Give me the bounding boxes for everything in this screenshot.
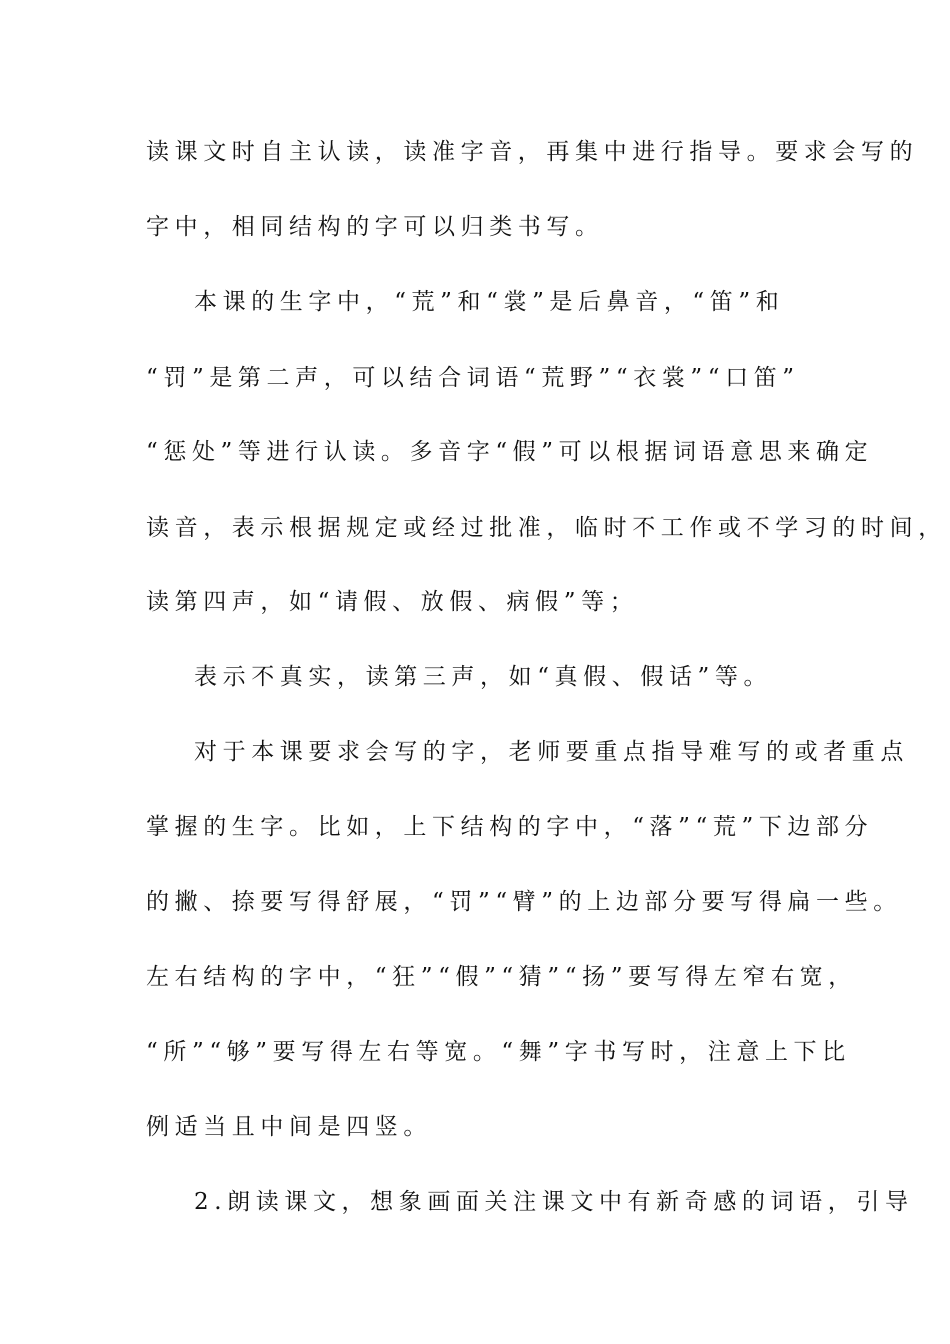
text-line: 对于本课要求会写的字，老师要重点指导难写的或者重点 (194, 739, 909, 765)
text-line: 掌握的生字。比如，上下结构的字中，“落”“荒”下边部分 (146, 814, 874, 840)
text-line: 表示不真实，读第三声，如“真假、假话”等。 (194, 664, 773, 690)
text-line: 读第四声，如“请假、放假、病假”等； (146, 589, 639, 615)
text-line: 例适当且中间是四竖。 (146, 1114, 432, 1140)
text-line: 2.朗读课文，想象画面关注课文中有新奇感的词语，引导 (194, 1189, 914, 1215)
text-line: 的撇、捺要写得舒展，“罚”“臂”的上边部分要写得扁一些。 (146, 889, 902, 915)
text-line: 本课的生字中，“荒”和“裳”是后鼻音，“笛”和 (194, 289, 785, 315)
text-line: 读课文时自主认读，读准字音，再集中进行指导。要求会写的 (146, 139, 919, 165)
text-line: 左右结构的字中，“狂”“假”“猜”“扬”要写得左窄右宽， (146, 964, 857, 990)
text-line: 读音，表示根据规定或经过批准，临时不工作或不学习的时间， (146, 515, 947, 541)
text-line: “罚”是第二声，可以结合词语“荒野”“衣裳”“口笛” (146, 365, 800, 391)
text-line: “所”“够”要写得左右等宽。“舞”字书写时，注意上下比 (146, 1039, 851, 1065)
text-line: “惩处”等进行认读。多音字“假”可以根据词语意思来确定 (146, 439, 874, 465)
text-line: 字中，相同结构的字可以归类书写。 (146, 214, 604, 240)
